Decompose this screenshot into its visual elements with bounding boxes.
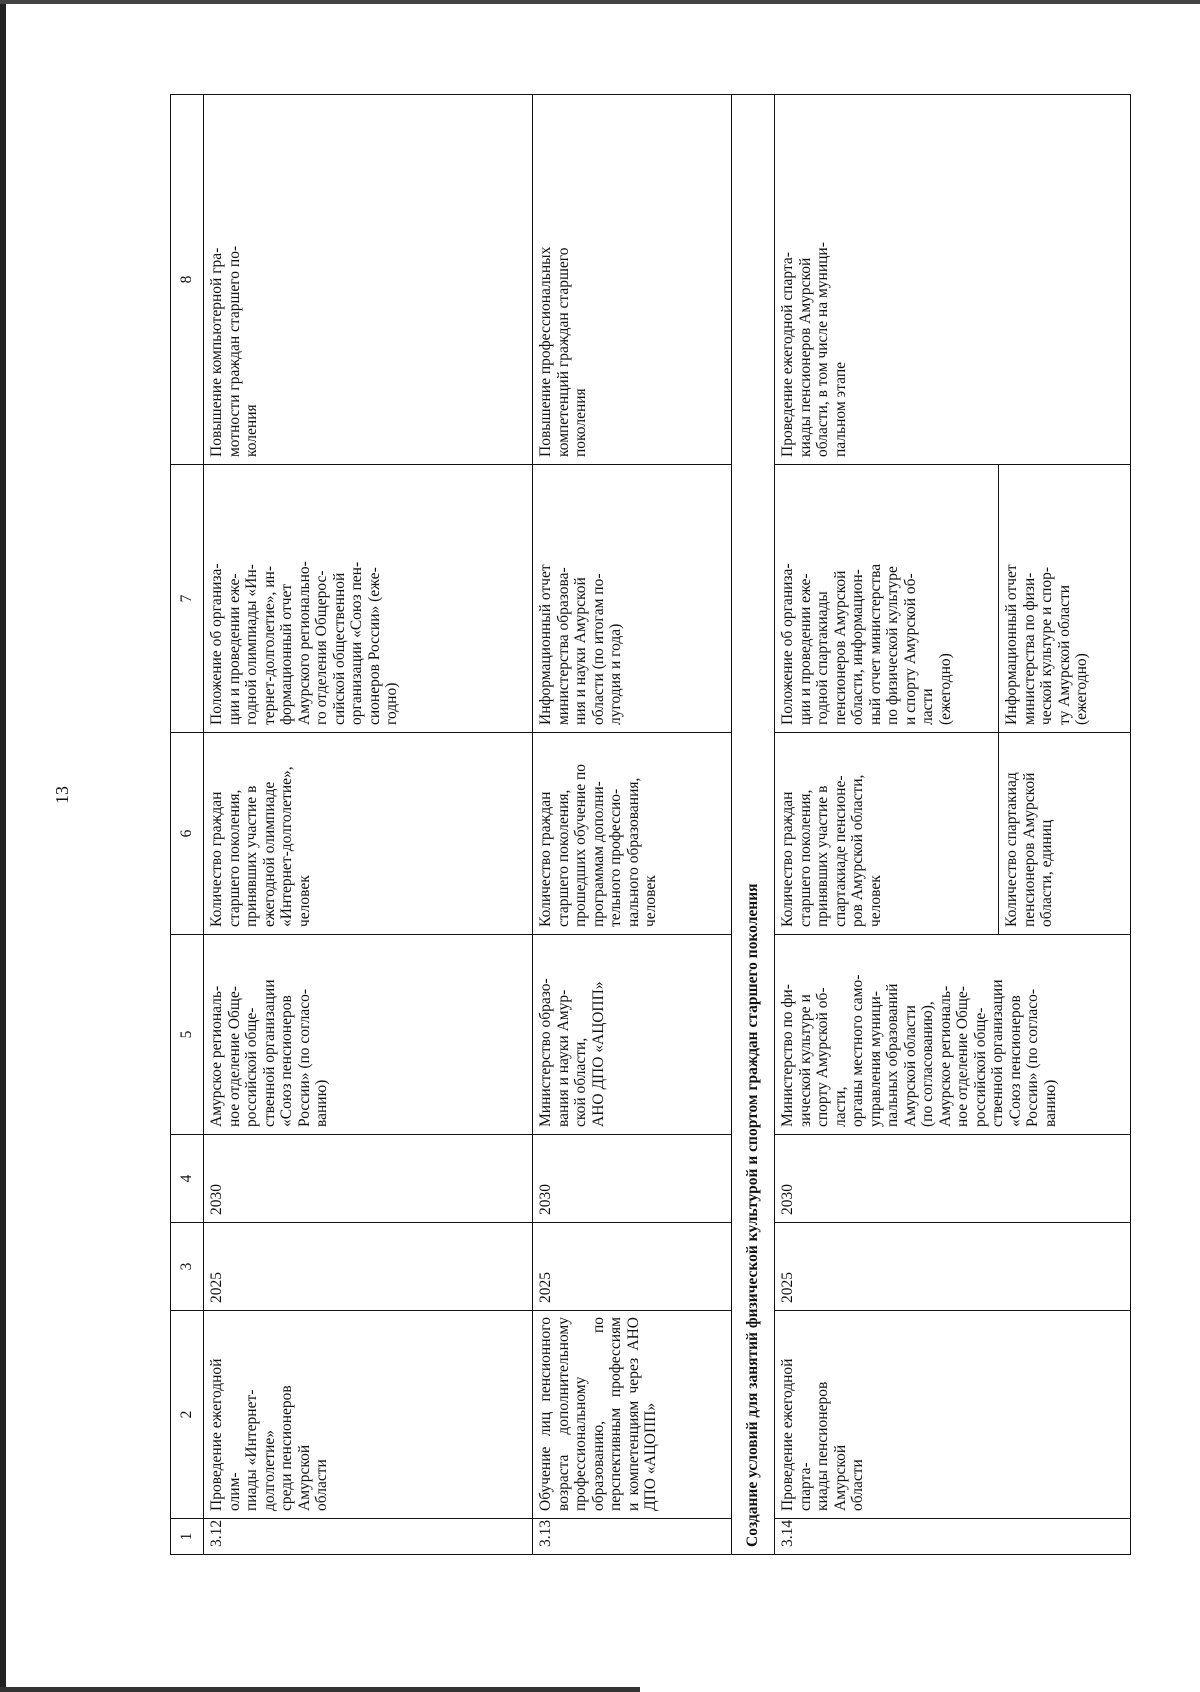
expected-result: Проведение ежегодной спарта- киады пенсионеров Амурской области, в том числе на муници- пальном этапе — [775, 95, 1131, 465]
event-name: Проведение ежегодной олим- пиады «Интернет-долголетие» среди пенсионеров Амурской области — [204, 1311, 533, 1519]
start-year: 2025 — [775, 1223, 1131, 1311]
row-number: 3.12 — [204, 1519, 533, 1555]
header-col-5: 5 — [171, 935, 204, 1135]
section-title: Создание условий для занятий физической культурой и спортом граждан старшего поколения — [732, 95, 775, 1555]
header-col-1: 1 — [171, 1519, 204, 1555]
end-year: 2030 — [204, 1135, 533, 1223]
executor: Амурское региональ- ное отделение Обще- российской обще- ственной организации «Союз пенсионеров России» (по согласо- ванию) — [204, 935, 533, 1135]
table-row — [204, 95, 533, 1555]
indicator: Количество граждан старшего поколения, принявших участие в ежегодной олимпиаде «Интернет-долголетие», человек — [204, 733, 533, 935]
start-year: 2025 — [204, 1223, 533, 1311]
header-col-2: 2 — [171, 1311, 204, 1519]
rotated-page-content — [170, 95, 1140, 1555]
table-row — [533, 95, 732, 1555]
section-row — [732, 95, 775, 1555]
start-year: 2025 — [533, 1223, 732, 1311]
header-col-8: 8 — [171, 95, 204, 465]
control-document: Информационный отчет министерства по физи- ческой культуре и спор- ту Амурской области (ежегодно) — [999, 465, 1131, 733]
executor: Министерство по фи- зической культуре и спорту Амурской об- ласти, органы местного само- управления муници- пальных образований Амурской области (по согласованию), Амурское региональ- ное отделение Обще- российской обще- ственной организации «Союз пенсионеров России» (по согласо- ванию) — [775, 935, 1131, 1135]
expected-result: Повышение компьютерной гра- мотности граждан старшего по- коления — [204, 95, 533, 465]
scan-edge-top — [0, 0, 1200, 4]
header-col-4: 4 — [171, 1135, 204, 1223]
scan-edge-bottom — [0, 1687, 640, 1692]
indicator: Количество граждан старшего поколения, принявших участие в спартакиаде пенсионе- ров Амурской области, человек — [775, 733, 999, 935]
control-document: Положение об организа- ции и проведении еже- годной олимпиады «Ин- тернет-долголетие», ин- формационный отчет Амурского регионально- го отделения Общерос- сийской общественной организации «Союз пен- сионеров России» (еже- годно) — [204, 465, 533, 733]
indicator: Количество граждан старшего поколения, прошедших обучение по программам дополни- тельного профессио- нального образования, человек — [533, 733, 732, 935]
end-year: 2030 — [533, 1135, 732, 1223]
control-document: Информационный отчет министерства образова- ния и науки Амурской области (по итогам по- лугодия и года) — [533, 465, 732, 733]
page-number: 13 — [52, 786, 72, 804]
scan-edge-left — [0, 0, 6, 1692]
row-number: 3.13 — [533, 1519, 732, 1555]
expected-result: Повышение профессиональных компетенций граждан старшего поколения — [533, 95, 732, 465]
indicator: Количество спартакиад пенсионеров Амурской области, единиц — [999, 733, 1131, 935]
plan-table — [170, 94, 1131, 1555]
control-document: Положение об организа- ции и проведении еже- годной спартакиады пенсионеров Амурской области, информацион- ный отчет министерства по физической культуре и спорту Амурской об- ласти (ежегодно) — [775, 465, 999, 733]
event-name: Обучение лиц пенсионного возраста дополнительному профессиональному образованию, по перспективным профессиям и компетенциям через АНО ДПО «АЦОПП» — [533, 1311, 732, 1519]
table-row — [775, 95, 999, 1555]
header-row — [171, 95, 204, 1555]
header-col-6: 6 — [171, 733, 204, 935]
header-col-3: 3 — [171, 1223, 204, 1311]
header-col-7: 7 — [171, 465, 204, 733]
end-year: 2030 — [775, 1135, 1131, 1223]
row-number: 3.14 — [775, 1519, 1131, 1555]
event-name: Проведение ежегодной спарта- киады пенсионеров Амурской области — [775, 1311, 1131, 1519]
executor: Министерство образо- вания и науки Амур- ской области, АНО ДПО «АЦОПП» — [533, 935, 732, 1135]
